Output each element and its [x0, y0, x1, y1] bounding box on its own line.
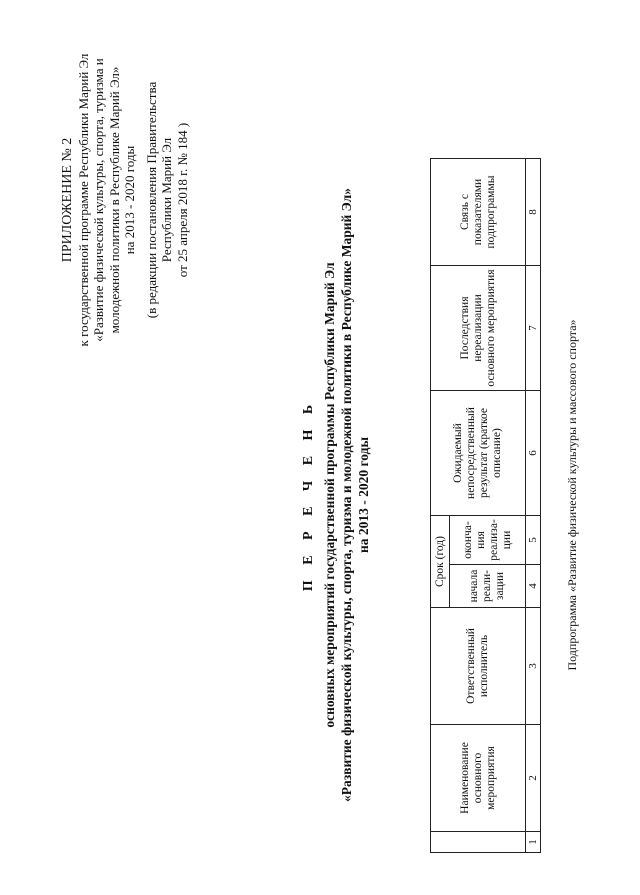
header-cell-end: оконча-ния реализа-ции [450, 516, 526, 565]
appendix-line: (в редакции постановления Правительства [143, 81, 159, 319]
activities-table [430, 158, 541, 853]
header-cell-term: Срок (год) [431, 516, 450, 608]
number-cell: 7 [526, 266, 541, 391]
document-heading [300, 185, 372, 805]
number-cell: 2 [526, 725, 541, 832]
number-cell: 3 [526, 608, 541, 725]
table-number-row [526, 159, 541, 853]
appendix-line: к государственной программе Республики Марий Эл [75, 53, 91, 347]
header-cell-name: Наименование основного мероприятия [431, 725, 526, 832]
header-cell-link: Связь с показателями подпрограммы [431, 159, 526, 266]
appendix-line: «Развитие физической культуры, спорта, туризма и [91, 58, 106, 342]
subprogram-title: Подпрограмма «Развитие физической культуры и массового спорта» [565, 319, 579, 671]
number-cell: 8 [526, 159, 541, 266]
number-cell: 1 [526, 832, 541, 853]
heading-title: П Е Р Е Ч Е Н Ь [301, 398, 316, 592]
heading-line: основных мероприятий государственной программы Республики Марий Эл [322, 262, 337, 728]
header-cell-num [431, 832, 526, 853]
header-cell-start: начала реали-зации [450, 565, 526, 608]
number-cell: 5 [526, 516, 541, 565]
number-cell: 6 [526, 391, 541, 516]
appendix-block [60, 10, 190, 390]
appendix-line: от 25 апреля 2018 г. № 184 ) [174, 122, 190, 278]
table-header-row [431, 159, 450, 853]
number-cell: 4 [526, 565, 541, 608]
appendix-line: Республики Марий Эл [159, 137, 174, 263]
header-cell-result: Ожидаемый непосредственный результат (краткое описание) [431, 391, 526, 516]
header-cell-consequences: Последствия нереализации основного мероприятия [431, 266, 526, 391]
header-cell-executor: Ответственный исполнитель [431, 608, 526, 725]
appendix-line: молодежной политики в Республике Марий Эл» [106, 66, 122, 334]
appendix-line: на 2013 - 2020 годы [122, 145, 137, 255]
heading-line: на 2013 - 2020 годы [356, 436, 371, 554]
appendix-title: ПРИЛОЖЕНИЕ № 2 [60, 137, 75, 263]
heading-line: «Развитие физической культуры, спорта, туризма и молодежной политики в Республике Марий Эл» [339, 188, 354, 802]
